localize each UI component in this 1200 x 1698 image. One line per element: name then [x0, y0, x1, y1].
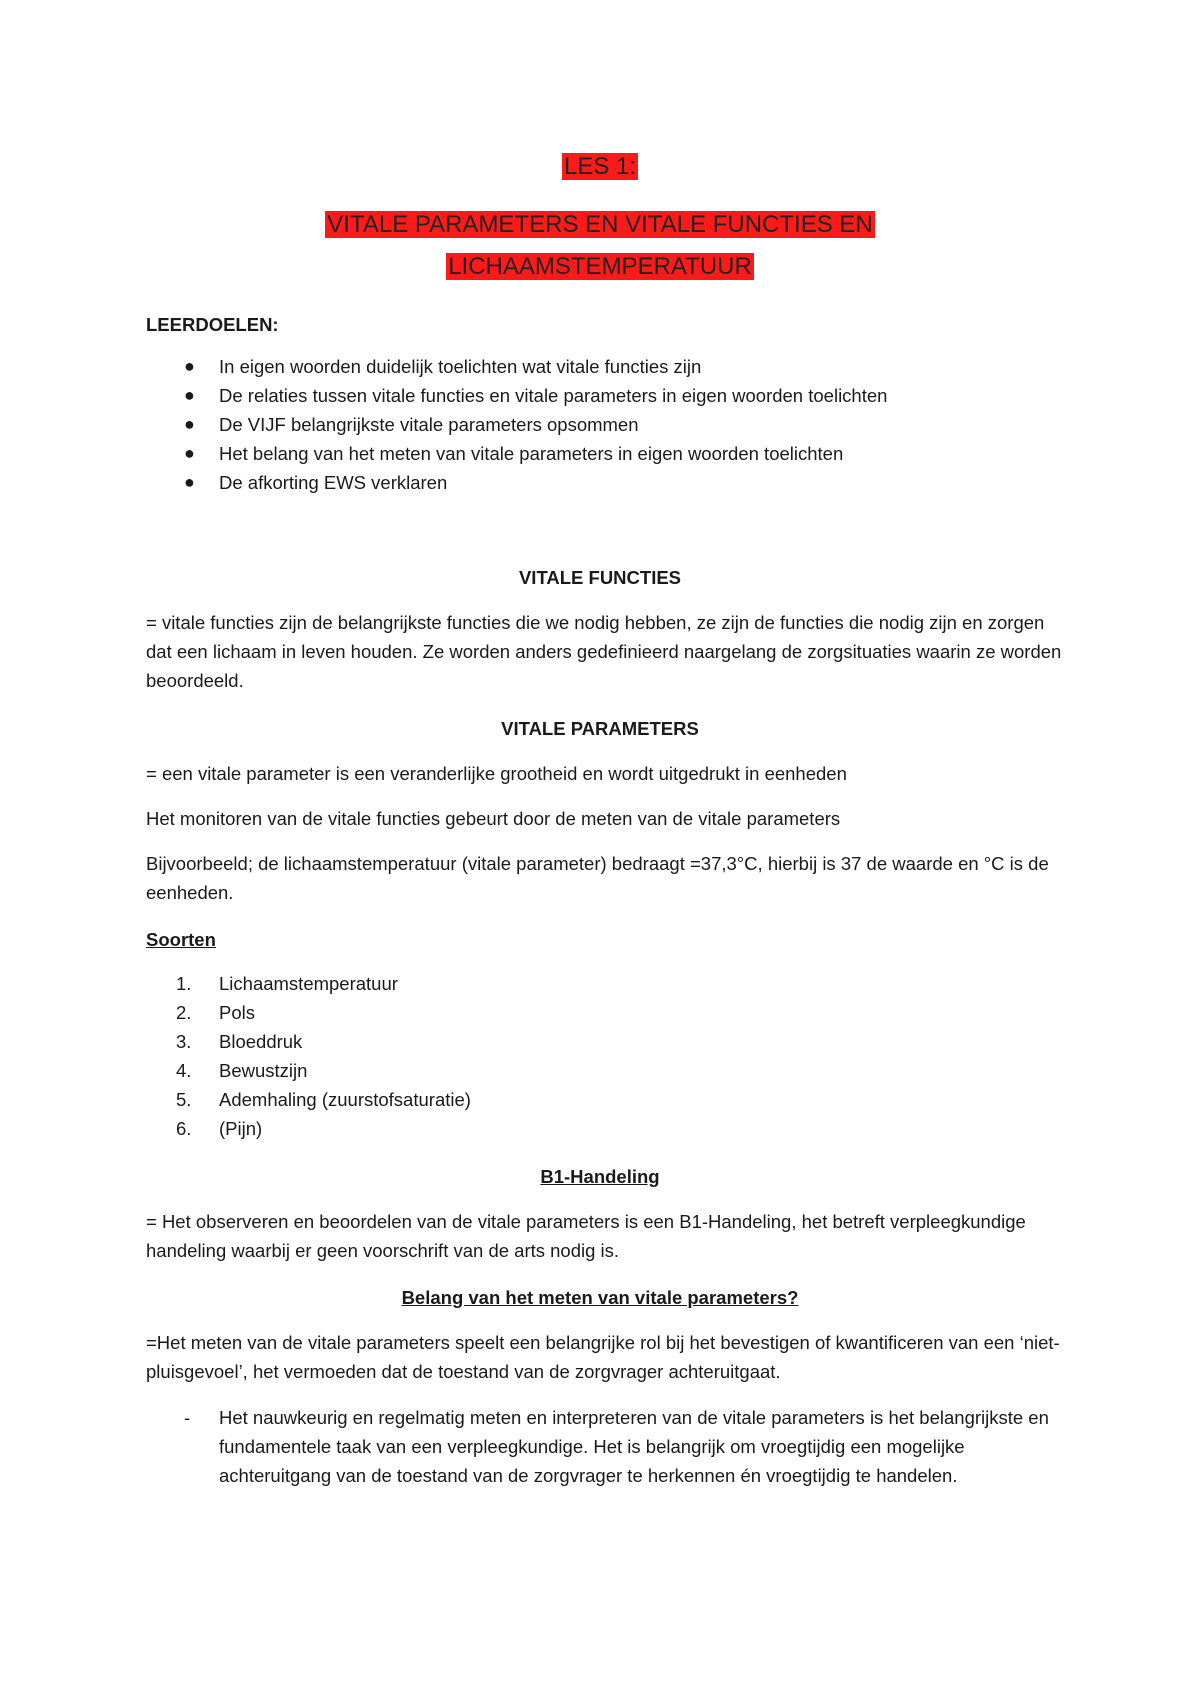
lesson-label-text: LES 1: [563, 153, 637, 180]
list-item-text: Lichaamstemperatuur [219, 973, 398, 994]
belang-text: =Het meten van de vitale parameters speelt een belangrijke rol bij het bevestigen of kwantificeren van een ‘niet-pluisgevoel’, het vermoeden dat de toestand van de zorgvrager achteruitgaat. [146, 1332, 1060, 1382]
title-line1-text: VITALE PARAMETERS EN VITALE FUNCTIES EN [327, 211, 873, 238]
list-item-text: (Pijn) [219, 1118, 263, 1139]
list-item-text: Ademhaling (zuurstofsaturatie) [219, 1089, 471, 1110]
list-item-text: De relaties tussen vitale functies en vitale parameters in eigen woorden toelichten [219, 385, 888, 406]
title-line2-text: LICHAAMSTEMPERATUUR [448, 253, 752, 280]
list-item-text: Bloeddruk [219, 1031, 303, 1052]
voorbeeld-text: Bijvoorbeeld; de lichaamstemperatuur (vitale parameter) bedraagt =37,3°C, hierbij is 37 de waarde en °C is de eenheden. [146, 853, 1049, 903]
leerdoelen-label: LEERDOELEN: [146, 314, 279, 335]
section-heading-vitale-functies: VITALE FUNCTIES [518, 567, 682, 588]
bullet-icon: ● [184, 414, 195, 434]
b1-text: = Het observeren en beoordelen van de vitale parameters is een B1-Handeling, het betreft verpleegkundige handeling waarbij er geen voorschrift van de arts nodig is. [146, 1211, 1026, 1261]
bullet-icon: ● [184, 472, 195, 492]
section-heading-vitale-parameters: VITALE PARAMETERS [501, 718, 699, 739]
list-item-text: De afkorting EWS verklaren [219, 472, 448, 493]
soorten-heading: Soorten [146, 929, 216, 950]
list-item-number: 4. [176, 1060, 192, 1081]
bullet-icon: ● [184, 443, 195, 463]
list-item-text: Het nauwkeurig en regelmatig meten en interpreteren van de vitale parameters is het belangrijkste en fundamentele taak van een verpleegkundige. Het is belangrijk om vroegtijdig een mogelijke achteruitgang van de toestand van de zorgvrager te herkennen én vroegtijdig te handelen. [219, 1407, 1049, 1486]
list-item-number: 6. [176, 1118, 192, 1139]
page-title-line1 [0, 208, 1200, 242]
bullet-icon: ● [184, 356, 195, 376]
dash-bullet: - [184, 1407, 191, 1428]
monitoren-text: Het monitoren van de vitale functies gebeurt door de meten van de vitale parameters [146, 808, 841, 829]
vitale-functies-text: = vitale functies zijn de belangrijkste functies die we nodig hebben, ze zijn de functies die nodig zijn en zorgen dat een lichaam in leven houden. Ze worden anders gedefinieerd naargelang de zorgsituaties waarin ze worden beoordeeld. [146, 612, 1062, 691]
vitale-parameters-definition: = een vitale parameter is een veranderlijke grootheid en wordt uitgedrukt in eenheden [146, 763, 847, 784]
bullet-icon: ● [184, 385, 195, 405]
belang-heading: Belang van het meten van vitale parameters? [401, 1287, 799, 1308]
lesson-label [0, 150, 1200, 184]
list-item-text: Bewustzijn [219, 1060, 308, 1081]
page-title-line2 [0, 250, 1200, 284]
list-item-text: Pols [219, 1002, 255, 1023]
list-item-text: Het belang van het meten van vitale parameters in eigen woorden toelichten [219, 443, 844, 464]
list-item-number: 5. [176, 1089, 192, 1110]
list-item-number: 3. [176, 1031, 192, 1052]
list-item-number: 1. [176, 973, 192, 994]
list-item-number: 2. [176, 1002, 192, 1023]
list-item-text: In eigen woorden duidelijk toelichten wat vitale functies zijn [219, 356, 702, 377]
list-item-text: De VIJF belangrijkste vitale parameters opsommen [219, 414, 639, 435]
b1-heading: B1-Handeling [540, 1166, 660, 1187]
